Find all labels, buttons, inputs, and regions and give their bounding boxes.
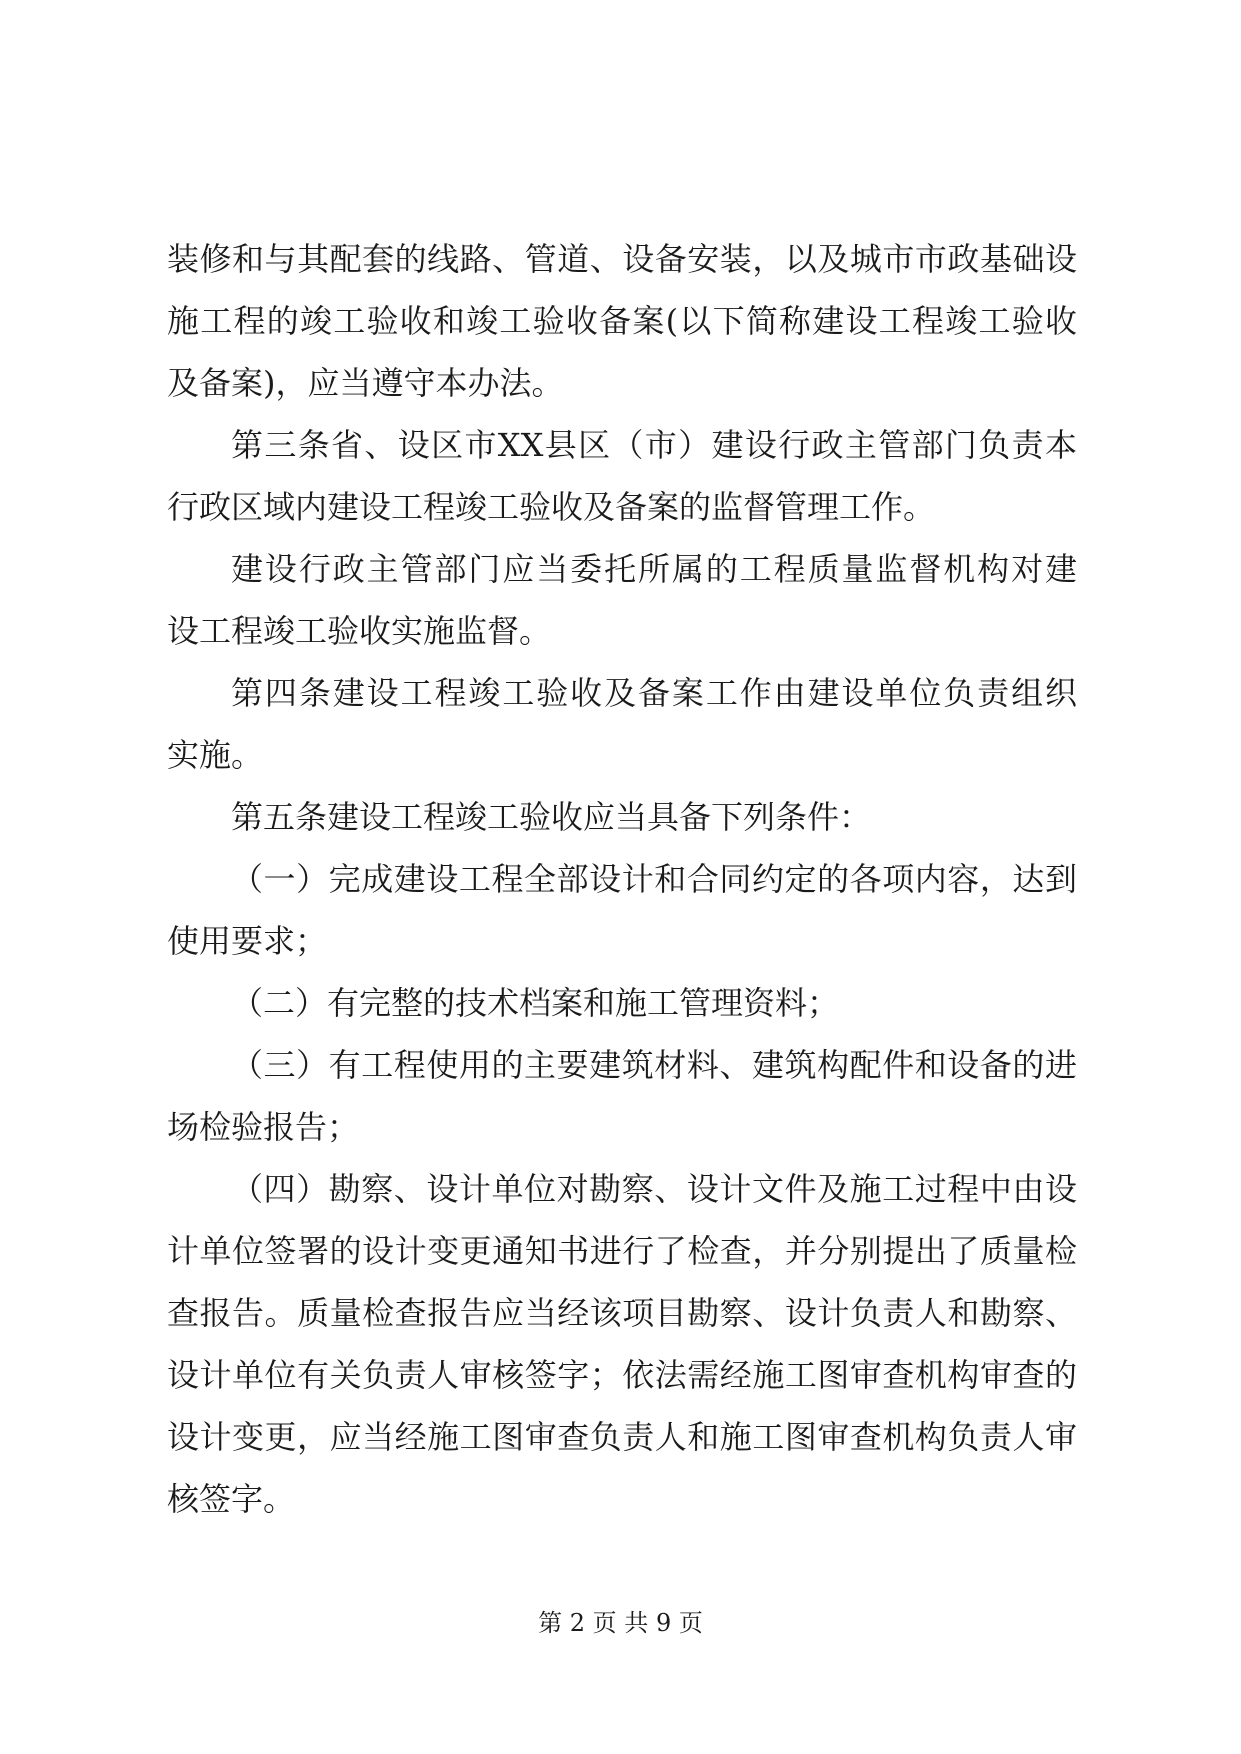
text-line: 设工程竣工验收实施监督。 [167, 612, 552, 650]
text-line: 实施。 [167, 736, 264, 774]
text-line: 设计变更，应当经施工图审查负责人和施工图审查机构负责人审 [167, 1418, 1077, 1456]
text-line: 计单位签署的设计变更通知书进行了检查，并分别提出了质量检 [167, 1232, 1077, 1270]
text-line: 核签字。 [167, 1480, 296, 1518]
text-line: 查报告。质量检查报告应当经该项目勘察、设计负责人和勘察、 [167, 1294, 1077, 1332]
text-line: （一）完成建设工程全部设计和合同约定的各项内容，达到 [231, 860, 1077, 898]
text-line: （三）有工程使用的主要建筑材料、建筑构配件和设备的进 [231, 1046, 1077, 1084]
text-line: 场检验报告； [167, 1108, 360, 1146]
text-line: 设计单位有关负责人审核签字；依法需经施工图审查机构审查的 [167, 1356, 1077, 1394]
text-line: 行政区域内建设工程竣工验收及备案的监督管理工作。 [167, 488, 936, 526]
text-line: 使用要求； [167, 922, 328, 960]
text-line: 施工程的竣工验收和竣工验收备案(以下简称建设工程竣工验收 [167, 302, 1077, 340]
text-line: 第四条建设工程竣工验收及备案工作由建设单位负责组织 [231, 674, 1077, 712]
document-body [167, 228, 1077, 1530]
page-footer: 第 2 页 共 9 页 [538, 1609, 703, 1637]
text-line: （四）勘察、设计单位对勘察、设计文件及施工过程中由设 [231, 1170, 1077, 1208]
text-line: 装修和与其配套的线路、管道、设备安装，以及城市市政基础设 [167, 240, 1077, 278]
text-line: （二）有完整的技术档案和施工管理资料； [231, 984, 840, 1022]
text-line: 建设行政主管部门应当委托所属的工程质量监督机构对建 [231, 550, 1077, 588]
text-line: 及备案)，应当遵守本办法。 [167, 364, 564, 402]
text-line: 第五条建设工程竣工验收应当具备下列条件： [231, 798, 872, 836]
text-line: 第三条省、设区市XX县区（市）建设行政主管部门负责本 [231, 426, 1077, 464]
